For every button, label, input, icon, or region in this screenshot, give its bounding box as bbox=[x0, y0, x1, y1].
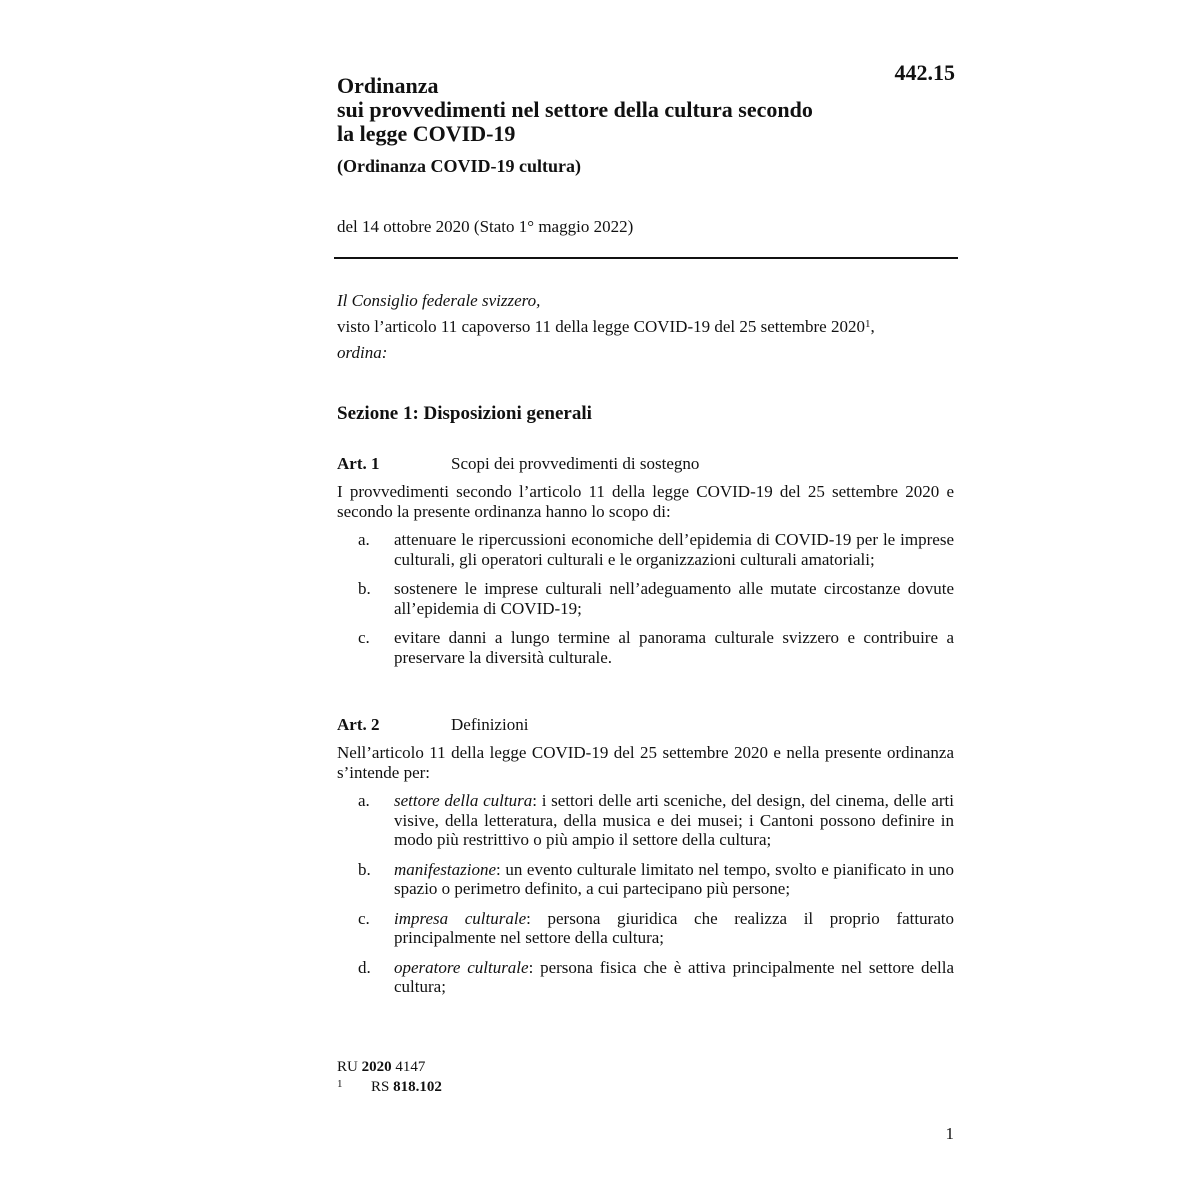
list-item-letter: b. bbox=[358, 859, 371, 879]
document-title bbox=[337, 74, 897, 177]
art-1-title: Scopi dei provvedimenti di sostegno bbox=[451, 454, 700, 473]
ru-prefix: RU bbox=[337, 1059, 358, 1075]
list-item bbox=[337, 860, 954, 899]
list-item bbox=[337, 628, 954, 667]
definition-text: : persona giuridica che realizza il proprio fatturato principalmente nel settore della cultura; bbox=[394, 908, 955, 947]
list-item bbox=[337, 958, 954, 997]
art-1-intro: I provvedimenti secondo l’articolo 11 della legge COVID-19 del 25 settembre 2020 e secondo la presente ordinanza hanno lo scopo di: bbox=[337, 482, 954, 521]
list-item bbox=[337, 909, 954, 948]
list-item-letter: c. bbox=[358, 628, 370, 647]
art-2-title: Definizioni bbox=[451, 715, 529, 734]
list-item-letter: a. bbox=[358, 530, 370, 549]
art-1-list bbox=[337, 530, 954, 677]
list-item bbox=[337, 579, 954, 618]
list-item-letter: d. bbox=[358, 957, 371, 977]
footnote-reference[interactable]: 1 bbox=[864, 318, 871, 330]
preamble-decree: ordina: bbox=[337, 343, 388, 362]
art-1-heading bbox=[337, 454, 699, 474]
art-2-intro: Nell’articolo 11 della legge COVID-19 del 25 settembre 2020 e nella presente ordinanza s’intende per: bbox=[337, 743, 954, 782]
definition-text: : persona fisica che è attiva principalmente nel settore della cultura; bbox=[394, 957, 954, 996]
preamble-basis-text: visto l’articolo 11 capoverso 11 della legge COVID-19 del 25 settembre 2020 bbox=[337, 317, 865, 336]
list-item bbox=[337, 791, 954, 850]
rs-prefix: RS bbox=[371, 1079, 390, 1095]
short-title: (Ordinanza COVID-19 cultura) bbox=[337, 156, 581, 176]
title-line-3: la legge COVID-19 bbox=[337, 121, 516, 146]
title-line-1: Ordinanza bbox=[337, 73, 439, 98]
preamble-basis bbox=[337, 314, 875, 340]
list-item-letter: b. bbox=[358, 579, 371, 598]
definition-text: : un evento culturale limitato nel tempo, svolto e pianificato in uno spazio o perimetro definito, a cui partecipano più persone; bbox=[394, 859, 954, 898]
header-divider bbox=[334, 257, 958, 259]
definition-term: operatore culturale bbox=[394, 957, 529, 977]
list-item-letter: c. bbox=[358, 908, 370, 928]
footnote-mark: 1 bbox=[337, 1078, 343, 1090]
definition-term: settore della cultura bbox=[394, 791, 533, 810]
list-item bbox=[337, 530, 954, 569]
definition-term: manifestazione bbox=[394, 859, 496, 879]
list-item-text: sostenere le imprese culturali nell’adeguamento alle mutate circostanze dovute all’epidemia di COVID-19; bbox=[394, 579, 954, 618]
list-item-text: attenuare le ripercussioni economiche dell’epidemia di COVID-19 per le imprese culturali, gli operatori culturali e le organizzazioni culturali amatoriali; bbox=[394, 530, 954, 569]
art-2-list bbox=[337, 791, 954, 1007]
list-item-text: evitare danni a lungo termine al panorama culturale svizzero e contribuire a preservare la diversità culturale. bbox=[394, 628, 954, 667]
footnote bbox=[337, 1078, 442, 1096]
rs-number: 818.102 bbox=[393, 1079, 442, 1095]
definition-text: : i settori delle arti sceniche, del design, del cinema, delle arti visive, della letteratura, della musica e dei musei; i Cantoni possono definire in modo più restrittivo o più ampio il settore della cultura; bbox=[394, 791, 954, 849]
definition-term: impresa culturale bbox=[394, 908, 527, 928]
art-2-number: Art. 2 bbox=[337, 715, 380, 734]
sr-number: 442.15 bbox=[894, 60, 955, 85]
section-1-heading: Sezione 1: Disposizioni generali bbox=[337, 403, 592, 424]
page-number: 1 bbox=[945, 1124, 954, 1143]
title-line-2: sui provvedimenti nel settore della cultura secondo bbox=[337, 97, 813, 122]
date-line: del 14 ottobre 2020 (Stato 1° maggio 2022) bbox=[337, 217, 634, 236]
preamble-basis-punct: , bbox=[870, 317, 875, 336]
list-item-letter: a. bbox=[358, 791, 370, 810]
preamble bbox=[337, 288, 875, 366]
ru-page: 4147 bbox=[395, 1059, 426, 1075]
ru-year: 2020 bbox=[361, 1059, 392, 1075]
art-2-heading bbox=[337, 715, 528, 735]
art-1-number: Art. 1 bbox=[337, 454, 380, 473]
preamble-authority: Il Consiglio federale svizzero, bbox=[337, 291, 541, 310]
official-compilation-reference bbox=[337, 1058, 425, 1077]
